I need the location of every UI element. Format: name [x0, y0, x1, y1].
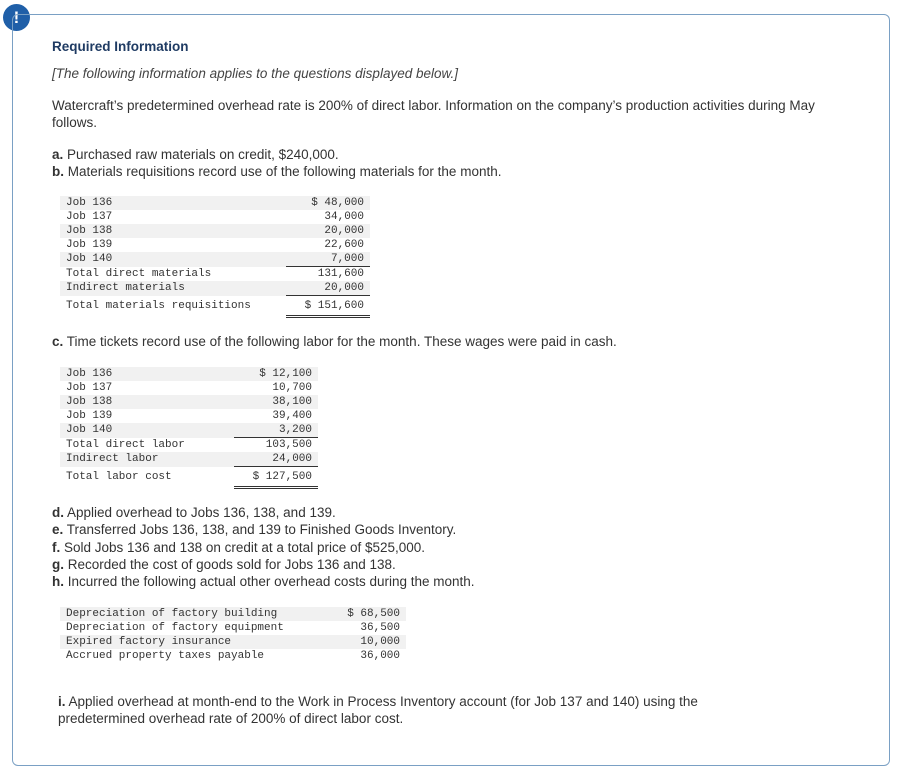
- table-row: Total direct labor 103,500: [66, 438, 312, 451]
- table-row: Job 140 7,000: [60, 252, 370, 267]
- step-g: g. Recorded the cost of goods sold for Jobs 136 and 138.: [52, 557, 396, 572]
- table-row: Accrued property taxes payable 36,000: [66, 650, 400, 662]
- table-row: Total labor cost $ 127,500: [60, 467, 318, 488]
- step-a: a. Purchased raw materials on credit, $240,000.: [52, 147, 339, 162]
- overhead-table: [60, 607, 406, 663]
- table-row: Total materials requisitions $ 151,600: [60, 296, 370, 317]
- step-c: c. Time tickets record use of the following labor for the month. These wages were paid in cash.: [52, 334, 617, 349]
- table-row: Job 136 $ 12,100: [60, 367, 318, 381]
- table-row: Total direct materials 131,600: [66, 267, 364, 280]
- table-row: Job 137 34,000: [66, 211, 364, 223]
- table-row: Job 138 20,000: [60, 224, 370, 238]
- step-h: h. Incurred the following actual other overhead costs during the month.: [52, 574, 475, 589]
- info-note: [The following information applies to the questions displayed below.]: [52, 66, 458, 81]
- table-row: Expired factory insurance 10,000: [60, 635, 406, 649]
- step-f: f. Sold Jobs 136 and 138 on credit at a total price of $525,000.: [52, 540, 426, 555]
- step-e: e. Transferred Jobs 136, 138, and 139 to Finished Goods Inventory.: [52, 522, 457, 537]
- required-information-heading: Required Information: [52, 39, 189, 54]
- table-row: Job 139 39,400: [66, 410, 312, 422]
- table-row: Indirect labor 24,000: [60, 452, 318, 467]
- table-row: Depreciation of factory building $ 68,500: [60, 607, 406, 621]
- materials-table: [60, 196, 370, 318]
- labor-table: [60, 367, 318, 489]
- step-b: b. Materials requisitions record use of the following materials for the month.: [52, 164, 502, 179]
- step-i: i. Applied overhead at month-end to the Work in Process Inventory account (for Job 137 and 140) using the predetermined overhead rate of 200% of direct labor cost.: [58, 694, 698, 726]
- table-row: Job 138 38,100: [60, 395, 318, 409]
- intro-text: Watercraft’s predetermined overhead rate is 200% of direct labor. Information on the company’s production activities during May follows.: [52, 98, 815, 130]
- step-d: d. Applied overhead to Jobs 136, 138, and 139.: [52, 505, 336, 520]
- table-row: Job 136 $ 48,000: [60, 196, 370, 210]
- table-row: Job 137 10,700: [66, 382, 312, 394]
- table-row: Job 140 3,200: [60, 423, 318, 438]
- table-row: Indirect materials 20,000: [60, 281, 370, 296]
- table-row: Job 139 22,600: [66, 239, 364, 251]
- table-row: Depreciation of factory equipment 36,500: [66, 622, 400, 634]
- alert-icon: !: [3, 4, 30, 31]
